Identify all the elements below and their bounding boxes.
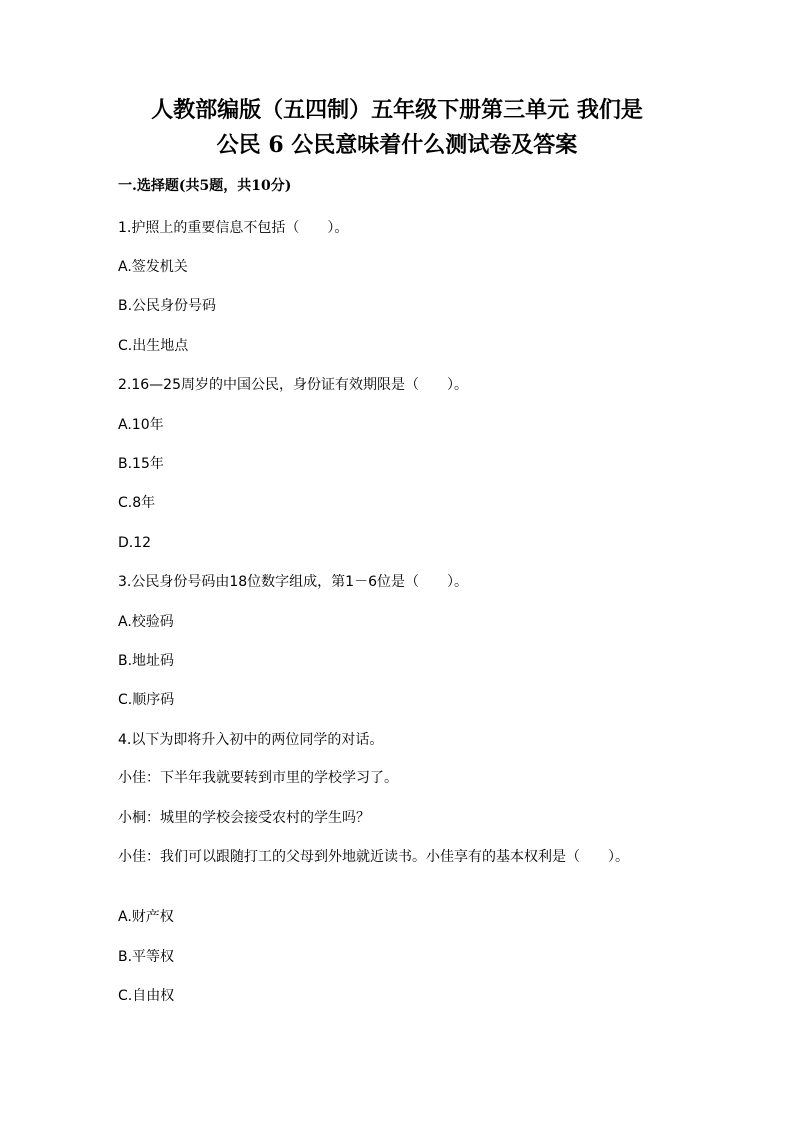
option-2d: D.12: [118, 535, 152, 551]
document-title-line-1: 人教部编版（五四制）五年级下册第三单元 我们是: [151, 97, 643, 123]
option-4c: C.自由权: [118, 988, 175, 1004]
option-2a: A.10年: [118, 417, 164, 433]
option-3b: B.地址码: [118, 653, 175, 669]
question-1: 1.护照上的重要信息不包括（ ）。: [118, 220, 349, 236]
dialogue-line-1: 小佳：下半年我就要转到市里的学校学习了。: [118, 770, 398, 786]
document-title-line-2: 公民 6 公民意味着什么测试卷及答案: [216, 132, 578, 158]
option-1b: B.公民身份号码: [118, 298, 217, 314]
dialogue-line-3: 小佳：我们可以跟随打工的父母到外地就近读书。小佳享有的基本权利是（ ）。: [118, 849, 629, 865]
section-heading: 一.选择题(共5题，共10分): [118, 178, 292, 194]
question-4: 4.以下为即将升入初中的两位同学的对话。: [118, 732, 384, 748]
option-2b: B.15年: [118, 456, 164, 472]
option-3c: C.顺序码: [118, 692, 175, 708]
option-1a: A.签发机关: [118, 259, 188, 275]
option-4b: B.平等权: [118, 949, 175, 965]
option-3a: A.校验码: [118, 614, 174, 630]
dialogue-line-2: 小桐：城里的学校会接受农村的学生吗？: [118, 810, 370, 826]
option-4a: A.财产权: [118, 909, 174, 925]
option-1c: C.出生地点: [118, 338, 189, 354]
question-3: 3.公民身份号码由18位数字组成，第1－6位是（ ）。: [118, 574, 468, 590]
question-2: 2.16—25周岁的中国公民，身份证有效期限是（ ）。: [118, 377, 468, 393]
option-2c: C.8年: [118, 495, 156, 511]
